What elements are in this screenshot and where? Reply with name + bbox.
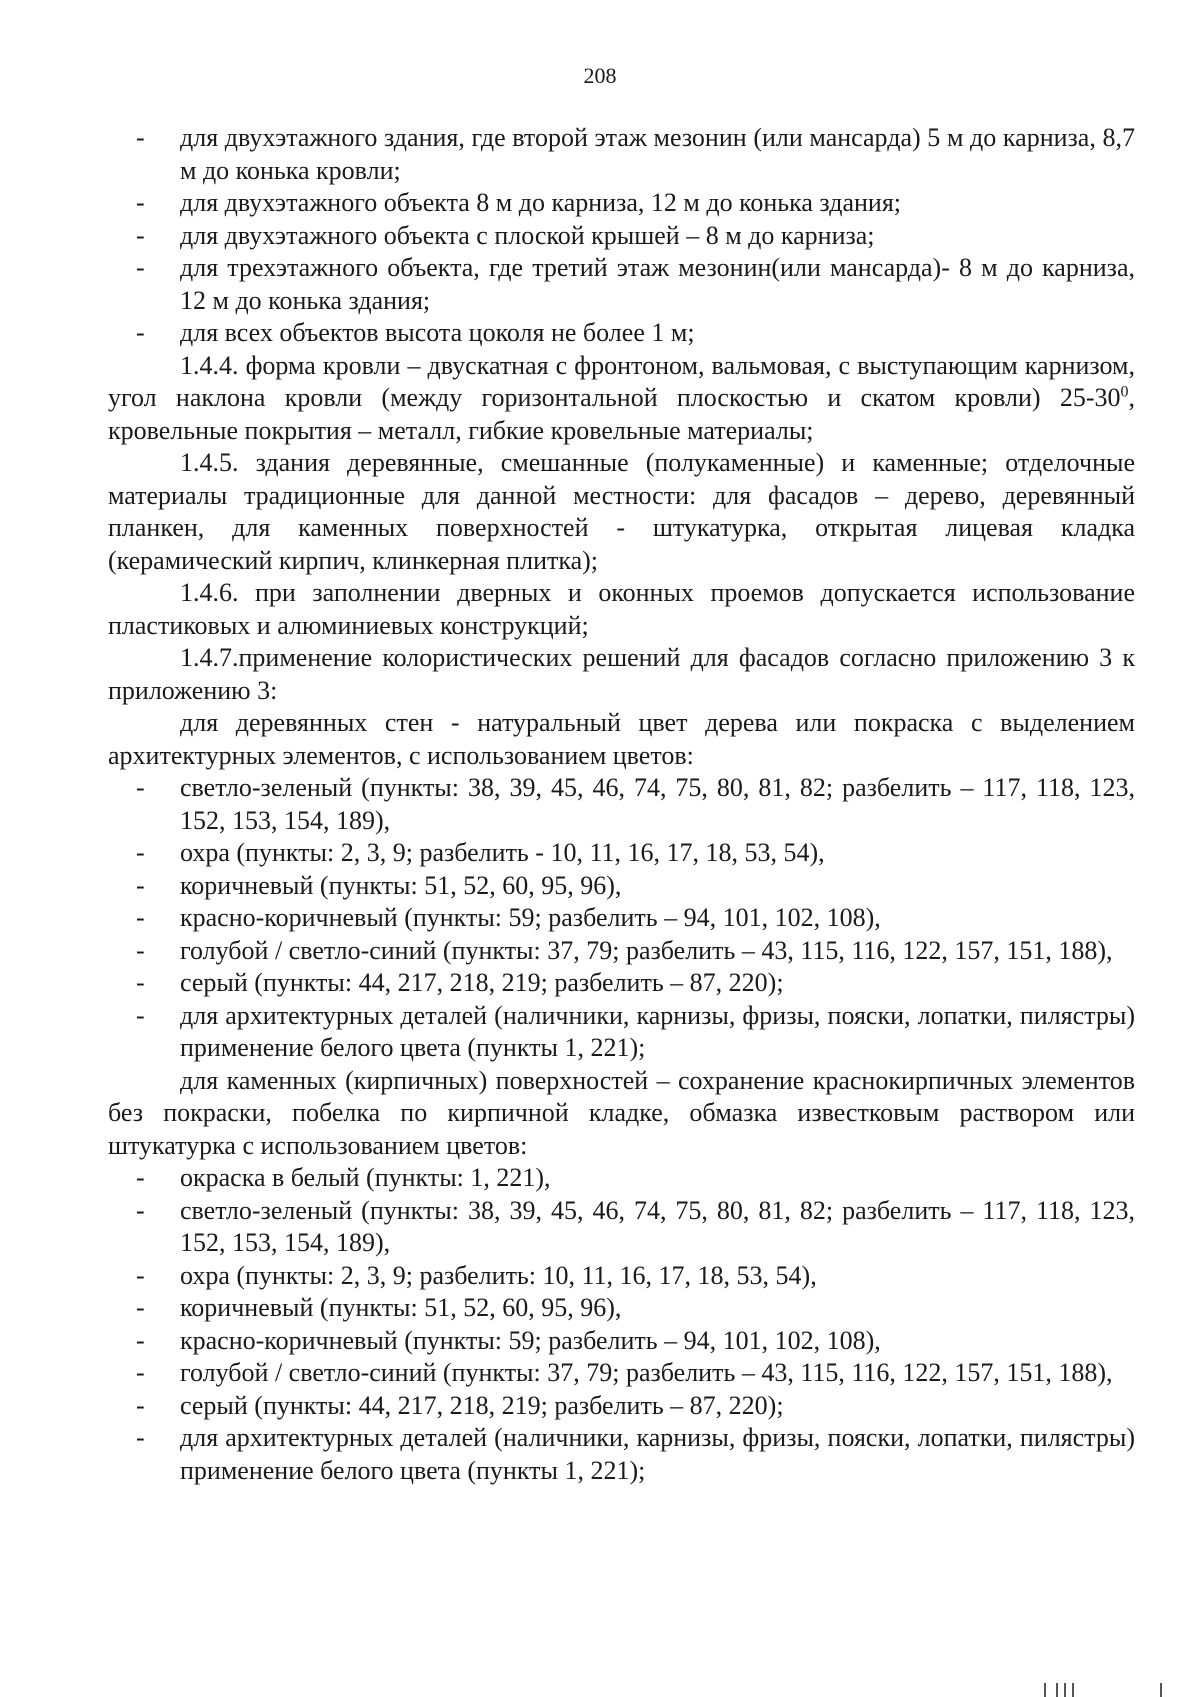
- paragraph-1-4-4-tail: , кровельные покрытия – металл, гибкие кровельные материалы;: [108, 383, 1135, 445]
- list-item-text: голубой / светло-синий (пункты: 37, 79; разбелить – 43, 115, 116, 122, 157, 151, 188),: [180, 935, 1113, 965]
- list-dash: -: [136, 220, 145, 250]
- list-item: [108, 1422, 1135, 1487]
- list-item: [108, 1260, 1135, 1293]
- list-item: [108, 187, 1135, 220]
- list-dash: -: [136, 968, 145, 997]
- list-item: [108, 122, 1135, 187]
- list-item: [108, 870, 1135, 903]
- list-item-text: для архитектурных деталей (наличники, карнизы, фризы, пояски, лопатки, пилястры) применение белого цвета (пункты 1, 221);: [180, 1423, 1135, 1485]
- list-item-text: светло-зеленый (пункты: 38, 39, 45, 46, 74, 75, 80, 81, 82; разбелить – 117, 118, 123, 152, 153, 154, 189),: [180, 1195, 1135, 1257]
- list-dash: -: [136, 1358, 145, 1387]
- list-dash: -: [136, 935, 145, 965]
- list-item-text: для трехэтажного объекта, где третий этаж мезонин(или мансарда)- 8 м до карниза, 12 м до конька здания;: [180, 253, 1135, 315]
- list-item: [108, 1162, 1135, 1195]
- list-item-text: окраска в белый (пункты: 1, 221),: [180, 1163, 551, 1192]
- list-item: [108, 252, 1135, 317]
- list-item-text: охра (пункты: 2, 3, 9; разбелить - 10, 11, 16, 17, 18, 53, 54),: [180, 838, 825, 867]
- list-item-text: красно-коричневый (пункты: 59; разбелить – 94, 101, 102, 108),: [180, 903, 881, 932]
- list-dash: -: [136, 1000, 145, 1030]
- list-dash: -: [136, 838, 145, 867]
- list-dash: -: [136, 1293, 145, 1322]
- list-item-text: серый (пункты: 44, 217, 218, 219; разбелить – 87, 220);: [180, 968, 784, 997]
- list-item-text: для двухэтажного объекта с плоской крышей – 8 м до карниза;: [180, 220, 875, 250]
- list-item-text: для архитектурных деталей (наличники, карнизы, фризы, пояски, лопатки, пилястры) применение белого цвета (пункты 1, 221);: [180, 1000, 1135, 1062]
- list-item: [108, 902, 1135, 935]
- scan-edge-marks: [1034, 1675, 1174, 1697]
- list-dash: -: [136, 123, 145, 152]
- paragraph-1-4-4: [108, 350, 1135, 448]
- list-item: [108, 1357, 1135, 1390]
- stone-surfaces-intro: для каменных (кирпичных) поверхностей – сохранение краснокирпичных элементов без покраски, побелка по кирпичной кладке, обмазка известковым раствором или штукатурка с использованием цветов:: [108, 1065, 1135, 1160]
- list-item: [108, 772, 1135, 837]
- list-item-text: для двухэтажного здания, где второй этаж мезонин (или мансарда) 5 м до карниза, 8,7 м до конька кровли;: [180, 123, 1135, 185]
- list-item: [108, 220, 1135, 253]
- list-item-text: красно-коричневый (пункты: 59; разбелить – 94, 101, 102, 108),: [180, 1325, 881, 1355]
- list-item-text: коричневый (пункты: 51, 52, 60, 95, 96),: [180, 1293, 622, 1322]
- paragraph-1-4-7: 1.4.7.применение колористических решений для фасадов согласно приложению 3 к приложению 3:: [108, 643, 1135, 705]
- page-number: 208: [583, 63, 617, 88]
- stone-color-list: [108, 1162, 1135, 1487]
- list-dash: -: [136, 253, 145, 282]
- wood-color-list: [108, 772, 1135, 1065]
- list-dash: -: [136, 1260, 145, 1290]
- page-content: [108, 122, 1135, 1487]
- list-item-text: охра (пункты: 2, 3, 9; разбелить: 10, 11, 16, 17, 18, 53, 54),: [180, 1260, 817, 1290]
- list-dash: -: [136, 903, 145, 932]
- list-dash: -: [136, 870, 145, 900]
- list-dash: -: [136, 1325, 145, 1355]
- list-item-text: светло-зеленый (пункты: 38, 39, 45, 46, 74, 75, 80, 81, 82; разбелить – 117, 118, 123, 152, 153, 154, 189),: [180, 773, 1135, 835]
- list-item-text: для всех объектов высота цоколя не более 1 м;: [180, 318, 695, 347]
- list-dash: -: [136, 1163, 145, 1192]
- list-item: [108, 1292, 1135, 1325]
- list-dash: -: [136, 318, 145, 347]
- wood-walls-intro: для деревянных стен - натуральный цвет дерева или покраска с выделением архитектурных элементов, с использованием цветов:: [108, 708, 1135, 770]
- list-item: [108, 1390, 1135, 1423]
- list-item-text: коричневый (пункты: 51, 52, 60, 95, 96),: [180, 870, 622, 900]
- paragraph-1-4-6: 1.4.6. при заполнении дверных и оконных проемов допускается использование пластиковых и алюминиевых конструкций;: [108, 578, 1135, 640]
- list-item-text: серый (пункты: 44, 217, 218, 219; разбелить – 87, 220);: [180, 1390, 784, 1420]
- paragraph-1-4-5: 1.4.5. здания деревянные, смешанные (полукаменные) и каменные; отделочные материалы традиционные для данной местности: для фасадов – дерево, деревянный планкен, для каменных поверхностей - штукатурка, открытая лицевая кладка (керамический кирпич, клинкерная плитка);: [108, 448, 1135, 575]
- paragraph-1-4-4-text: 1.4.4. форма кровли – двускатная с фронтоном, вальмовая, с выступающим карнизом, угол наклона кровли (между горизонтальной плоскостью и скатом кровли) 25-30: [108, 350, 1135, 412]
- list-item: [108, 967, 1135, 1000]
- list-dash: -: [136, 1423, 145, 1452]
- degree-superscript: 0: [1120, 383, 1129, 401]
- height-list: [108, 122, 1135, 350]
- list-item: [108, 317, 1135, 350]
- list-item-text: голубой / светло-синий (пункты: 37, 79; разбелить – 43, 115, 116, 122, 157, 151, 188),: [180, 1358, 1113, 1387]
- list-item: [108, 935, 1135, 968]
- list-dash: -: [136, 1195, 145, 1225]
- list-item-text: для двухэтажного объекта 8 м до карниза, 12 м до конька здания;: [180, 188, 902, 217]
- list-dash: -: [136, 773, 145, 802]
- list-item: [108, 1195, 1135, 1260]
- list-item: [108, 1325, 1135, 1358]
- list-dash: -: [136, 188, 145, 217]
- list-dash: -: [136, 1390, 145, 1420]
- list-item: [108, 837, 1135, 870]
- list-item: [108, 1000, 1135, 1065]
